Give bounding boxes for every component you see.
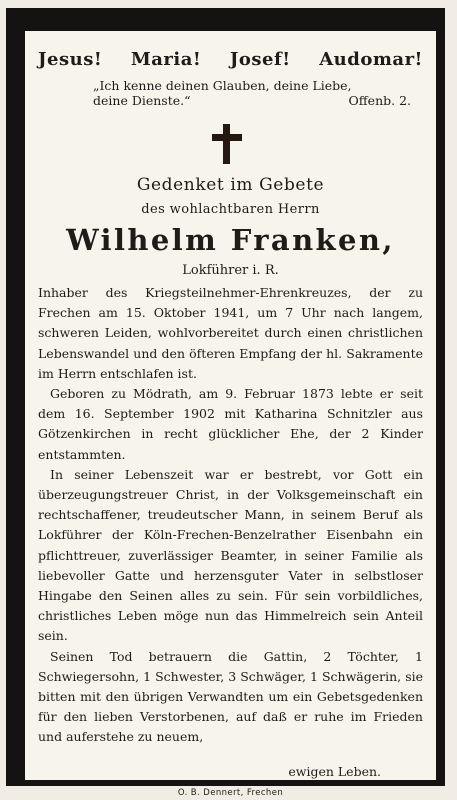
quote-reference: Offenb. 2.: [348, 93, 411, 108]
invocation-line: [38, 49, 423, 70]
paragraph-4: Seinen Tod betrauern die Gattin, 2 Töchter, 1 Schwiegersohn, 1 Schwester, 3 Schwäger, 1 Schwägerin, sie bitten mit den übrigen Verwandten um ein Gebetsgedenken für den lieben Verstorbenen, auf daß er ruhe im Frieden und auferstehe zu neuem,: [38, 648, 423, 745]
herrn-line: des wohlachtbaren Herrn: [141, 202, 320, 217]
quote-line-1: „Ich kenne deinen Glauben, deine Liebe,: [93, 78, 352, 93]
invocation-audomar: Audomar!: [319, 49, 423, 70]
invocation-josef: Josef!: [229, 49, 291, 70]
invocation-maria: Maria!: [130, 49, 202, 70]
invocation-jesus: Jesus!: [38, 49, 103, 70]
printer-imprint: O. B. Dennert, Frechen: [177, 788, 284, 798]
memorial-card: [6, 8, 445, 798]
closing-line: ewigen Leben.: [288, 764, 381, 779]
quote-line-2: deine Dienste.“: [93, 93, 191, 108]
paragraph-1: Inhaber des Kriegsteilnehmer-Ehrenkreuzes, der zu Frechen am 15. Oktober 1941, um 7 Uhr nach langem, schweren Leiden, wohlvorbereitet durch einen christlichen Lebenswandel und den öfteren Empfang der hl. Sakramente im Herrn entschlafen ist.: [38, 285, 423, 381]
gedenket-heading: Gedenket im Gebete: [136, 175, 325, 195]
deceased-name: Wilhelm Franken,: [66, 223, 395, 257]
cross-icon: [212, 124, 242, 164]
paragraph-2: Geboren zu Mödrath, am 9. Februar 1873 lebte er seit dem 16. September 1902 mit Katharina Schnitzler aus Götzenkirchen in recht glücklicher Ehe, der 2 Kinder entstammten.: [38, 386, 423, 462]
card-inner-panel: [25, 31, 436, 798]
scripture-quote: [93, 78, 411, 108]
memorial-text: [38, 283, 423, 748]
paragraph-3: In seiner Lebenszeit war er bestrebt, vor Gott ein überzeugungstreuer Christ, in der Volksgemeinschaft ein rechtschaffener, treudeutscher Mann, in seinem Beruf als Lokführer der Köln-Frechen-Benzelrather Eisenbahn ein pflichttreuer, zuverlässiger Beamter, in seiner Familie als liebevoller Gatte und herzensguter Vater in selbstloser Hingabe den Seinen alles zu sein. Für sein vorbildliches, christliches Leben möge nun das Himmelreich sein Anteil sein.: [38, 466, 423, 644]
deceased-title: Lokführer i. R.: [182, 263, 279, 278]
quote-line-2-row: [93, 93, 411, 108]
